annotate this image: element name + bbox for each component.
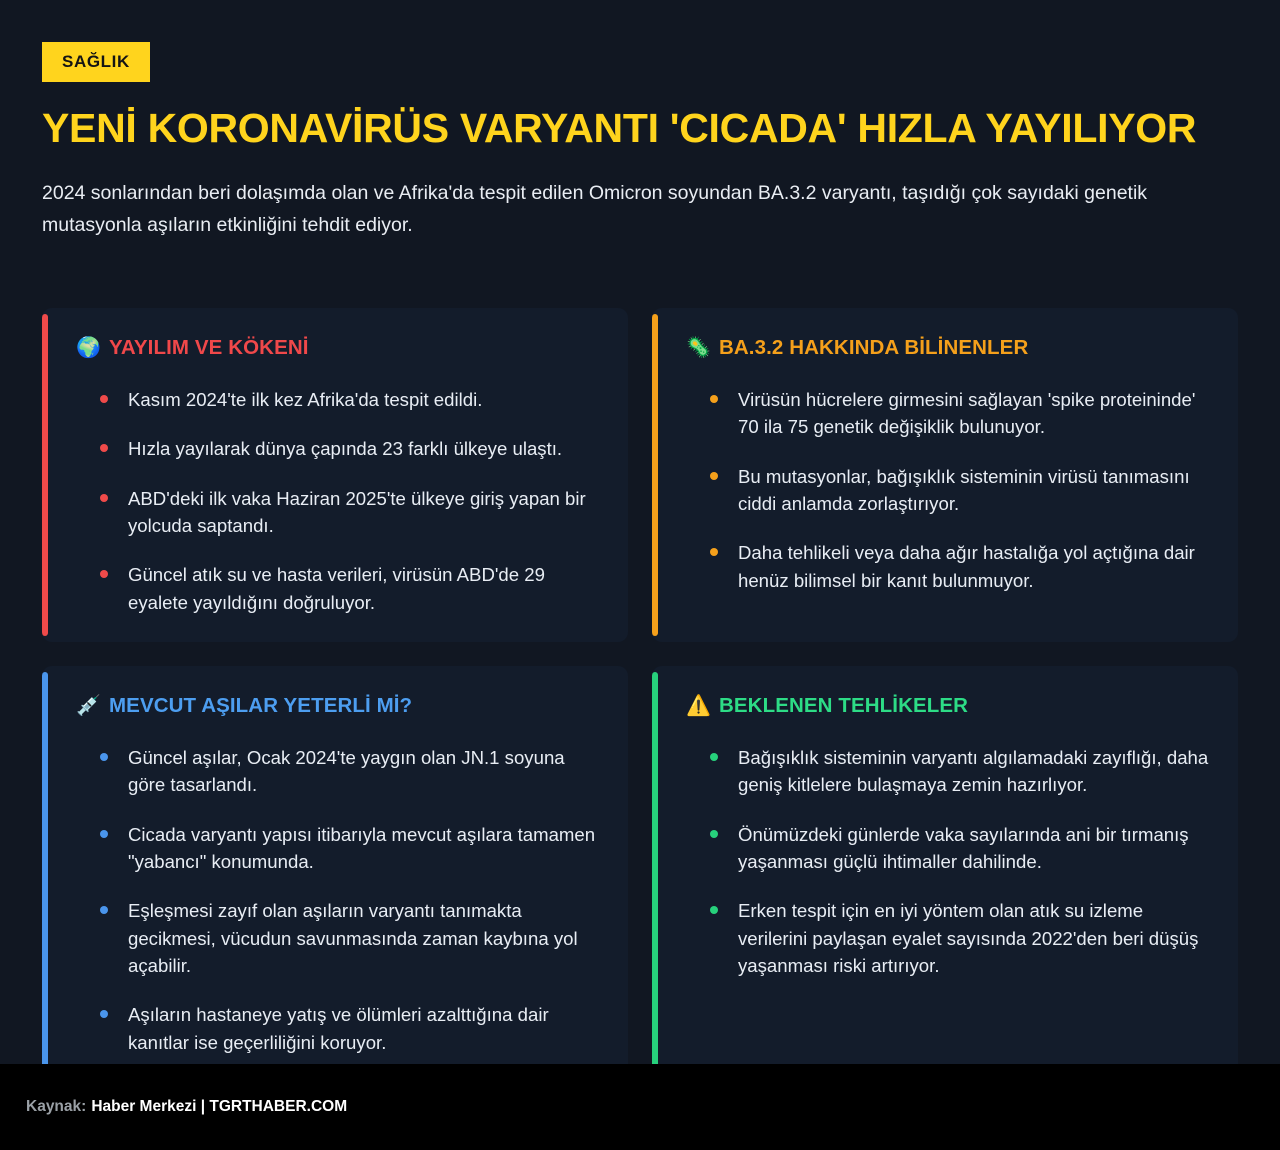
header-section xyxy=(0,0,1280,241)
card-header xyxy=(76,694,602,718)
category-badge: SAĞLIK xyxy=(42,42,150,82)
card-bullet-list xyxy=(76,744,602,1056)
list-item: Bağışıklık sisteminin varyantı algılamadaki zayıflığı, daha geniş kitlelere bulaşmaya zemin hazırlıyor. xyxy=(710,744,1212,799)
syringe-icon: 💉 xyxy=(76,694,101,717)
card-title: BEKLENEN TEHLİKELER xyxy=(719,693,969,717)
card-yayilim-ve-kokeni xyxy=(42,308,628,642)
card-header xyxy=(76,336,602,360)
page-subtitle: 2024 sonlarından beri dolaşımda olan ve Afrika'da tespit edilen Omicron soyundan BA.3.2 varyantı, taşıdığı çok sayıdaki genetik mutasyonla aşıların etkinliğini tehdit ediyor. xyxy=(42,182,1148,236)
list-item: Cicada varyantı yapısı itibarıyla mevcut aşılara tamamen "yabancı" konumunda. xyxy=(100,821,602,876)
globe-icon: 🌍 xyxy=(76,337,101,359)
list-item: Daha tehlikeli veya daha ağır hastalığa yol açtığına dair henüz bilimsel bir kanıt bulunmuyor. xyxy=(710,539,1212,594)
list-item: Aşıların hastaneye yatış ve ölümleri azalttığına dair kanıtlar ise geçerliliğini koruyor. xyxy=(100,1001,602,1056)
source-value: Haber Merkezi | TGRTHABER.COM xyxy=(91,1098,348,1115)
list-item: Güncel atık su ve hasta verileri, virüsün ABD'de 29 eyalete yayıldığını doğruluyor. xyxy=(100,561,602,616)
card-beklenen-tehlikeler xyxy=(652,666,1238,1082)
card-bullet-list xyxy=(686,744,1212,979)
source-label: Kaynak: xyxy=(26,1098,87,1115)
list-item: Güncel aşılar, Ocak 2024'te yaygın olan JN.1 soyuna göre tasarlandı. xyxy=(100,744,602,799)
card-bullet-list xyxy=(76,386,602,616)
card-header xyxy=(686,336,1212,360)
card-ba32-hakkinda-bilinenler xyxy=(652,308,1238,642)
list-item: Eşleşmesi zayıf olan aşıların varyantı tanımakta gecikmesi, vücudun savunmasında zaman kaybına yol açabilir. xyxy=(100,897,602,979)
list-item: Hızla yayılarak dünya çapında 23 farklı ülkeye ulaştı. xyxy=(100,435,602,462)
warning-icon: ⚠️ xyxy=(686,694,711,717)
microbe-icon: 🦠 xyxy=(686,337,711,359)
card-title: MEVCUT AŞILAR YETERLİ Mİ? xyxy=(109,693,413,717)
page-title: YENİ KORONAVİRÜS VARYANTI 'CICADA' HIZLA YAYILIYOR xyxy=(42,105,1197,151)
cards-grid xyxy=(42,308,1238,1082)
list-item: Kasım 2024'te ilk kez Afrika'da tespit edildi. xyxy=(100,386,602,413)
card-header xyxy=(686,694,1212,718)
card-bullet-list xyxy=(686,386,1212,594)
list-item: Bu mutasyonlar, bağışıklık sisteminin virüsü tanımasını ciddi anlamda zorlaştırıyor. xyxy=(710,463,1212,518)
source-footer xyxy=(0,1064,1280,1150)
card-title: BA.3.2 HAKKINDA BİLİNENLER xyxy=(719,336,1029,359)
list-item: ABD'deki ilk vaka Haziran 2025'te ülkeye giriş yapan bir yolcuda saptandı. xyxy=(100,485,602,540)
card-mevcut-asilar-yeterli-mi xyxy=(42,666,628,1082)
list-item: Virüsün hücrelere girmesini sağlayan 'spike proteininde' 70 ila 75 genetik değişiklik bulunuyor. xyxy=(710,386,1212,441)
list-item: Erken tespit için en iyi yöntem olan atık su izleme verilerini paylaşan eyalet sayısında 2022'den beri düşüş yaşanması riski artırıyor. xyxy=(710,897,1212,979)
card-title: YAYILIM VE KÖKENİ xyxy=(109,336,309,359)
list-item: Önümüzdeki günlerde vaka sayılarında ani bir tırmanış yaşanması güçlü ihtimaller dahilinde. xyxy=(710,821,1212,876)
